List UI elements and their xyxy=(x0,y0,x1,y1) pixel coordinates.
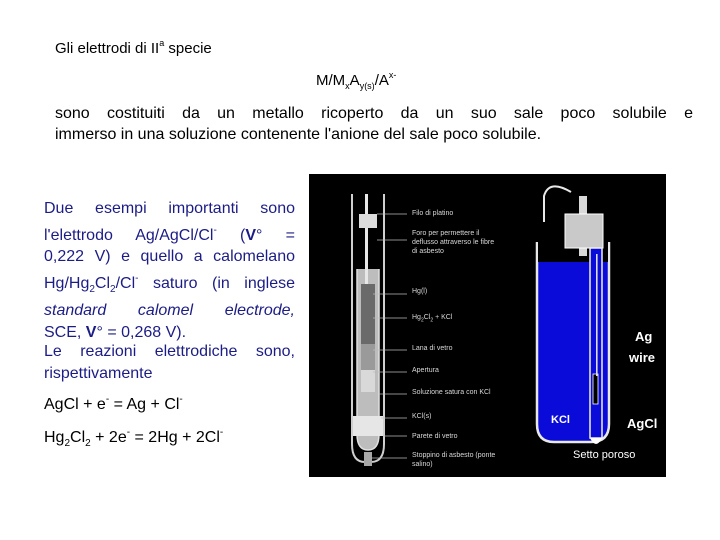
reaction-equation-agcl xyxy=(44,394,183,414)
reactions-line: Le reazioni elettrodiche sono, xyxy=(44,343,295,360)
formula-part: M/M xyxy=(316,72,346,89)
examples-line xyxy=(44,268,295,301)
label-subscript: 2 xyxy=(430,317,434,324)
label-setto-poroso: Setto poroso xyxy=(573,449,636,461)
text-run: saturo (in inglese xyxy=(138,274,295,292)
potential-symbol: V xyxy=(85,323,97,341)
subscript: 2 xyxy=(85,438,91,450)
heading-tail: specie xyxy=(164,40,212,57)
calomel-electrode-drawing xyxy=(352,194,407,466)
equation-part: AgCl + e xyxy=(44,396,106,413)
label-foro-1: Foro per permettere il xyxy=(412,230,480,237)
formula-superscript: x- xyxy=(388,70,397,80)
label-soluzione-satura: Soluzione satura con KCl xyxy=(412,389,491,396)
text-run: ° = 0,268 V). xyxy=(96,323,187,341)
intro-line: immerso in una soluzione contenente l'anione del sale poco solubile. xyxy=(55,126,542,143)
label-part: + KCl xyxy=(433,314,453,321)
equation-part: = 2Hg + 2Cl xyxy=(130,429,220,446)
text-run: Cl/Cl xyxy=(178,226,214,244)
subscript: 2 xyxy=(64,438,71,450)
electrode-diagram-photo xyxy=(309,174,666,477)
text-run: ( xyxy=(216,226,246,244)
label-wire: wire xyxy=(629,350,656,365)
formula-subscript: y(s) xyxy=(359,81,375,91)
label-stoppino-2: salino) xyxy=(412,461,433,468)
text-run: Cl xyxy=(94,274,111,292)
label-hg2cl2-kcl xyxy=(412,314,452,323)
text-run: l'elettrodo Ag/Ag xyxy=(44,226,179,244)
examples-line: Due esempi importanti sono xyxy=(44,200,295,217)
subscript: 2 xyxy=(110,283,116,295)
potential-symbol: V xyxy=(245,226,257,244)
intro-line: sono costituiti da un metallo ricoperto da un suo sale poco solubile e xyxy=(55,105,693,122)
section-heading xyxy=(55,38,212,57)
reactions-paragraph xyxy=(44,341,295,384)
label-ag: Ag xyxy=(635,329,653,344)
intro-paragraph xyxy=(55,103,693,145)
equation-part: Hg xyxy=(44,429,65,446)
label-kcl-solid: KCl(s) xyxy=(412,413,432,420)
equation-part: + 2e xyxy=(90,429,127,446)
text-run: SCE, xyxy=(44,323,86,341)
superscript: - xyxy=(179,394,183,405)
label-agcl: AgCl xyxy=(627,416,658,431)
label-stoppino-1: Stoppino di asbesto (ponte xyxy=(412,452,496,459)
text-run: ° = xyxy=(256,226,295,244)
reactions-line: rispettivamente xyxy=(44,364,153,382)
examples-line xyxy=(44,220,295,247)
electrode-illustration xyxy=(309,174,666,477)
superscript: - xyxy=(213,224,217,236)
label-subscript: 2 xyxy=(420,317,424,324)
heading-text: Gli elettrodi di II xyxy=(55,40,160,57)
label-lana-di-vetro: Lana di vetro xyxy=(412,345,453,352)
superscript: - xyxy=(105,394,110,405)
text-run: Hg/Hg xyxy=(44,274,90,292)
examples-line: 0,222 V) e quello a calomelano xyxy=(44,248,295,265)
text-run: /Cl xyxy=(115,274,136,292)
label-kcl: KCl xyxy=(551,414,570,426)
examples-line xyxy=(44,322,295,344)
label-filo-platino: Filo di platino xyxy=(412,210,454,217)
agcl-electrode-drawing xyxy=(537,186,609,444)
equation-part: = Ag + Cl xyxy=(109,396,180,413)
label-hg: Hg(l) xyxy=(412,288,428,295)
superscript: - xyxy=(219,427,224,438)
superscript: - xyxy=(135,272,139,284)
label-parete-di-vetro: Parete di vetro xyxy=(412,433,458,440)
formula-part: A xyxy=(349,72,360,89)
superscript: - xyxy=(126,427,131,438)
label-apertura: Apertura xyxy=(412,367,439,374)
label-part: Hg xyxy=(412,314,421,321)
label-foro-3: di asbesto xyxy=(412,248,444,255)
formula-part: /A xyxy=(374,72,389,89)
examples-paragraph xyxy=(44,198,295,343)
label-part: Cl xyxy=(423,314,431,321)
heading-superscript: a xyxy=(159,38,165,48)
subscript: 2 xyxy=(89,283,95,295)
reaction-equation-calomel xyxy=(44,427,223,449)
examples-line: standard calomel electrode, xyxy=(44,302,295,320)
equation-part: Cl xyxy=(70,429,86,446)
formula-subscript: x xyxy=(345,81,350,91)
electrode-formula xyxy=(316,70,396,91)
label-foro-2: deflusso attraverso le fibre xyxy=(412,239,495,246)
